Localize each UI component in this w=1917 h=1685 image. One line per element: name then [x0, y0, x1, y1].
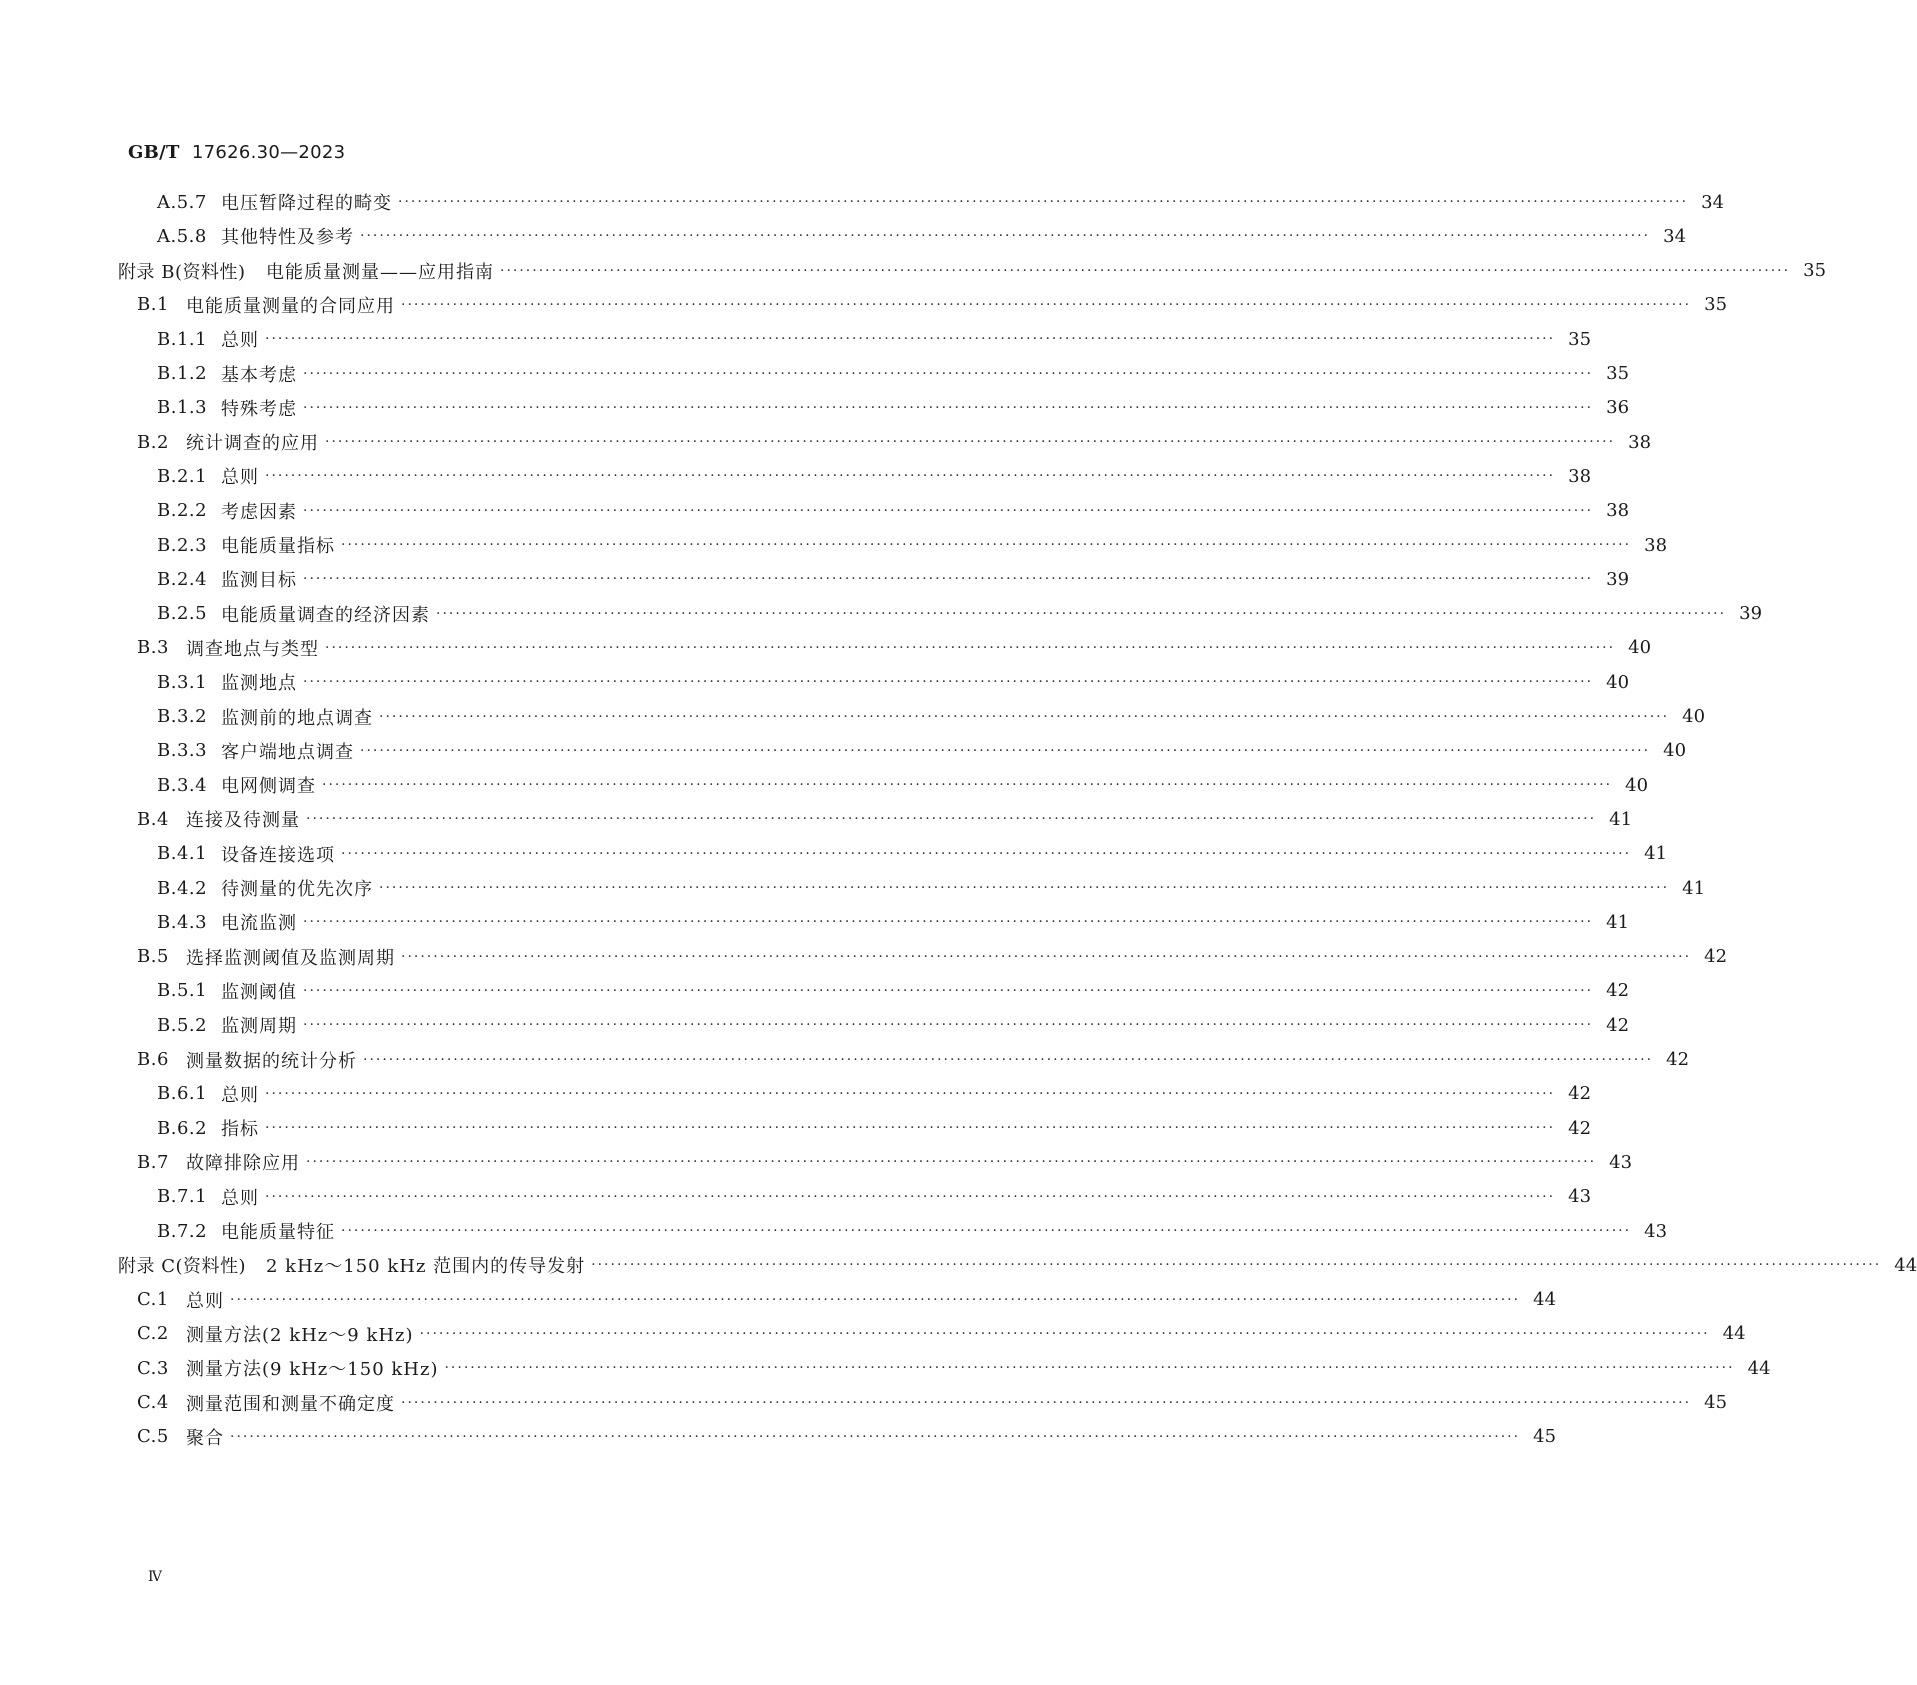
toc-entry-title: 聚合 — [186, 1427, 224, 1449]
toc-entry-page: 44 — [1747, 1357, 1771, 1379]
toc-entry[interactable] — [157, 909, 1630, 935]
toc-entry[interactable] — [137, 1149, 1633, 1175]
toc-entry-title: 电能质量测量的合同应用 — [186, 295, 395, 317]
toc-entry-page: 43 — [1644, 1220, 1668, 1242]
toc-entry-title: 监测地点 — [221, 673, 297, 695]
toc-entry-title: 电能质量调查的经济因素 — [221, 604, 430, 626]
toc-entry[interactable] — [137, 944, 1728, 970]
toc-entry-number: B.5 — [137, 946, 169, 968]
toc-entry-page: 39 — [1739, 603, 1763, 625]
dot-leader: ········································································································································································································ — [306, 811, 1597, 828]
dot-leader: ········································································································································································································ — [401, 296, 1692, 313]
toc-entry-title: 指标 — [221, 1119, 259, 1141]
toc-entry-title: 2 kHz～150 kHz 范围内的传导发射 — [266, 1256, 586, 1278]
toc-entry-page: 43 — [1568, 1186, 1592, 1208]
toc-entry-page: 42 — [1666, 1049, 1690, 1070]
toc-entry-page: 38 — [1606, 500, 1630, 522]
toc-entry-page: 41 — [1606, 911, 1630, 933]
dot-leader: ········································································································································································································ — [303, 914, 1594, 931]
toc-entry-number: B.6.2 — [157, 1117, 208, 1139]
toc-entry-title: 测量方法(2 kHz～9 kHz) — [186, 1324, 414, 1346]
dot-leader: ········································································································································································································ — [265, 1188, 1556, 1205]
toc-entry-page: 42 — [1606, 1014, 1630, 1036]
toc-entry-title: 故障排除应用 — [186, 1153, 300, 1175]
toc-entry-number: B.2.5 — [157, 603, 208, 625]
toc-entry[interactable] — [157, 1184, 1592, 1210]
standard-code: GB/T — [128, 142, 180, 163]
toc-entry-number: B.1.1 — [157, 328, 208, 350]
toc-entry[interactable] — [157, 704, 1706, 730]
toc-entry-page: 42 — [1606, 980, 1630, 1002]
toc-entry-number: B.2.1 — [157, 465, 208, 487]
toc-entry[interactable] — [157, 566, 1630, 592]
toc-entry-page: 35 — [1568, 328, 1592, 350]
toc-entry-number: C.3 — [137, 1357, 169, 1379]
toc-entry-page: 44 — [1722, 1323, 1746, 1345]
toc-entry-number: B.2.3 — [157, 534, 208, 556]
toc-entry[interactable] — [137, 1287, 1557, 1313]
toc-entry[interactable] — [157, 395, 1630, 421]
toc-entry-number: B.3.2 — [157, 706, 208, 727]
toc-entry[interactable] — [157, 361, 1630, 387]
toc-entry-number: B.2.2 — [157, 500, 208, 522]
dot-leader: ········································································································································································································ — [265, 1120, 1556, 1137]
toc-entry[interactable] — [157, 223, 1687, 249]
dot-leader: ········································································································································································································ — [591, 1257, 1882, 1274]
toc-entry-number: B.3.4 — [157, 774, 208, 796]
toc-entry[interactable] — [137, 806, 1633, 832]
toc-entry-page: 34 — [1663, 225, 1687, 247]
toc-entry-title: 电网侧调查 — [221, 776, 316, 798]
dot-leader: ········································································································································································································ — [360, 228, 1651, 245]
toc-entry-title: 监测周期 — [221, 1016, 297, 1038]
toc-entry-number: B.3.3 — [157, 740, 208, 762]
toc-entry[interactable] — [137, 1390, 1728, 1416]
toc-entry[interactable] — [157, 601, 1763, 627]
toc-entry[interactable] — [157, 738, 1687, 764]
toc-entry[interactable] — [137, 1321, 1746, 1347]
dot-leader: ········································································································································································································ — [360, 742, 1651, 759]
toc-entry-page: 35 — [1803, 260, 1827, 282]
toc-entry-page: 41 — [1609, 808, 1633, 830]
toc-entry-title: 调查地点与类型 — [186, 638, 319, 660]
toc-entry-number: B.4 — [137, 808, 169, 830]
dot-leader: ········································································································································································································ — [341, 845, 1632, 862]
toc-entry[interactable] — [157, 875, 1706, 901]
toc-entry-number: B.2 — [137, 431, 169, 453]
toc-entry-title: 选择监测阈值及监测周期 — [186, 947, 395, 969]
dot-leader: ········································································································································································································ — [230, 1291, 1521, 1308]
toc-entry-title: 监测阈值 — [221, 981, 297, 1003]
toc-entry[interactable] — [157, 978, 1630, 1004]
dot-leader: ········································································································································································································ — [303, 674, 1594, 691]
document-header — [128, 142, 345, 163]
dot-leader: ········································································································································································································ — [303, 1017, 1594, 1034]
dot-leader: ········································································································································································································ — [230, 1428, 1521, 1445]
toc-entry[interactable] — [118, 258, 1827, 284]
toc-entry-title: 电能质量测量——应用指南 — [266, 261, 494, 283]
toc-entry-number: C.2 — [137, 1323, 169, 1345]
toc-entry-title: 总则 — [221, 330, 259, 352]
toc-entry[interactable] — [157, 463, 1592, 489]
toc-entry-number: B.3.1 — [157, 671, 208, 693]
toc-entry-number: C.5 — [137, 1426, 169, 1448]
toc-entry-page: 45 — [1704, 1392, 1728, 1413]
dot-leader: ········································································································································································································ — [265, 468, 1556, 485]
toc-entry[interactable] — [157, 669, 1630, 695]
toc-entry-page: 40 — [1682, 706, 1706, 727]
toc-entry-number: A.5.7 — [157, 191, 207, 213]
dot-leader: ········································································································································································································ — [325, 434, 1616, 451]
toc-entry-page: 35 — [1606, 363, 1630, 384]
dot-leader: ········································································································································································································ — [379, 880, 1670, 896]
toc-entry-number: B.6.1 — [157, 1083, 208, 1105]
toc-entry[interactable] — [118, 1252, 1917, 1278]
toc-entry-number: B.2.4 — [157, 568, 208, 590]
toc-entry[interactable] — [157, 498, 1630, 524]
toc-entry-number: 附录 C(资料性) — [118, 1256, 247, 1278]
dot-leader: ········································································································································································································ — [303, 571, 1594, 588]
toc-entry-page: 38 — [1628, 431, 1652, 453]
toc-entry-title: 电压暂降过程的畸变 — [221, 193, 392, 214]
toc-entry[interactable] — [137, 1355, 1771, 1381]
toc-entry-number: B.6 — [137, 1049, 169, 1070]
toc-entry-title: 测量数据的统计分析 — [186, 1050, 357, 1072]
toc-entry-page: 42 — [1568, 1083, 1592, 1105]
toc-entry-title: 电能质量特征 — [221, 1222, 335, 1243]
toc-entry-number: C.1 — [137, 1289, 169, 1311]
dot-leader: ········································································································································································································ — [419, 1325, 1710, 1342]
dot-leader: ········································································································································································································ — [303, 365, 1594, 382]
toc-entry-title: 基本考虑 — [221, 364, 297, 386]
toc-entry-number: 附录 B(资料性) — [118, 261, 246, 283]
toc-entry-title: 测量方法(9 kHz～150 kHz) — [186, 1359, 439, 1381]
toc-entry-title: 设备连接选项 — [221, 844, 335, 866]
toc-entry-page: 40 — [1628, 637, 1652, 659]
toc-entry-title: 待测量的优先次序 — [221, 879, 373, 900]
toc-entry-title: 测量范围和测量不确定度 — [186, 1393, 395, 1415]
toc-entry-number: B.5.2 — [157, 1014, 208, 1036]
toc-entry-title: 其他特性及参考 — [221, 227, 354, 249]
toc-entry[interactable] — [157, 326, 1592, 352]
toc-entry-title: 总则 — [221, 467, 259, 489]
dot-leader: ········································································································································································································ — [444, 1360, 1735, 1377]
dot-leader: ········································································································································································································ — [398, 194, 1689, 210]
toc-entry-page: 35 — [1704, 294, 1728, 316]
toc-entry-page: 40 — [1606, 671, 1630, 693]
toc-entry-page: 42 — [1704, 946, 1728, 968]
toc-entry[interactable] — [157, 1115, 1592, 1141]
dot-leader: ········································································································································································································ — [325, 639, 1616, 656]
toc-entry-page: 39 — [1606, 568, 1630, 590]
toc-entry-page: 41 — [1682, 877, 1706, 899]
dot-leader: ········································································································································································································ — [341, 1223, 1632, 1239]
toc-entry[interactable] — [137, 1047, 1690, 1073]
toc-entry[interactable] — [137, 635, 1652, 661]
toc-entry-title: 电流监测 — [221, 913, 297, 935]
standard-number: 17626.30—2023 — [191, 142, 346, 163]
toc-entry-title: 监测目标 — [221, 570, 297, 592]
toc-entry-number: C.4 — [137, 1392, 169, 1413]
toc-entry-number: B.7.1 — [157, 1186, 208, 1208]
toc-entry[interactable] — [157, 1012, 1630, 1038]
dot-leader: ········································································································································································································ — [265, 331, 1556, 348]
toc-entry-page: 41 — [1644, 843, 1668, 865]
dot-leader: ········································································································································································································ — [303, 502, 1594, 519]
toc-entry[interactable] — [157, 189, 1725, 215]
toc-entry[interactable] — [157, 1081, 1592, 1107]
dot-leader: ········································································································································································································ — [401, 948, 1692, 965]
dot-leader: ········································································································································································································ — [341, 537, 1632, 553]
toc-entry[interactable] — [157, 1218, 1668, 1244]
toc-entry-title: 连接及待测量 — [186, 810, 300, 832]
dot-leader: ········································································································································································································ — [500, 262, 1791, 279]
toc-entry-number: B.4.1 — [157, 843, 208, 865]
toc-entry-number: B.7.2 — [157, 1220, 208, 1242]
toc-entry-page: 44 — [1894, 1254, 1917, 1276]
dot-leader: ········································································································································································································ — [265, 1085, 1556, 1102]
toc-entry-number: B.1 — [137, 294, 169, 316]
toc-entry-title: 考虑因素 — [221, 501, 297, 523]
toc-entry-number: B.4.3 — [157, 911, 208, 933]
toc-entry-title: 客户端地点调查 — [221, 741, 354, 763]
dot-leader: ········································································································································································································ — [379, 708, 1670, 725]
page-number-footer: Ⅳ — [148, 1569, 162, 1585]
toc-entry-page: 43 — [1609, 1151, 1633, 1173]
toc-entry[interactable] — [137, 292, 1728, 318]
toc-entry[interactable] — [137, 429, 1652, 455]
toc-entry-page: 38 — [1644, 534, 1668, 556]
toc-entry-number: B.4.2 — [157, 877, 208, 899]
toc-entry-title: 总则 — [186, 1290, 224, 1312]
toc-entry-title: 特殊考虑 — [221, 398, 297, 420]
toc-entry-title: 电能质量指标 — [221, 536, 335, 557]
dot-leader: ········································································································································································································ — [322, 777, 1613, 794]
toc-entry-page: 40 — [1625, 774, 1649, 796]
toc-entry-page: 40 — [1663, 740, 1687, 762]
dot-leader: ········································································································································································································ — [303, 982, 1594, 999]
toc-entry-number: B.1.3 — [157, 397, 208, 419]
toc-entry-number: B.3 — [137, 637, 169, 659]
toc-entry[interactable] — [137, 1424, 1557, 1450]
dot-leader: ········································································································································································································ — [363, 1051, 1654, 1068]
toc-entry[interactable] — [157, 532, 1668, 558]
toc-entry-title: 统计调查的应用 — [186, 433, 319, 455]
toc-entry-title: 总则 — [221, 1084, 259, 1106]
toc-entry-page: 34 — [1701, 191, 1725, 213]
dot-leader: ········································································································································································································ — [306, 1154, 1597, 1171]
toc-entry-number: A.5.8 — [157, 225, 207, 247]
dot-leader: ········································································································································································································ — [401, 1394, 1692, 1411]
toc-entry-page: 44 — [1533, 1289, 1557, 1311]
toc-entry-number: B.1.2 — [157, 363, 208, 384]
toc-entry[interactable] — [157, 772, 1649, 798]
dot-leader: ········································································································································································································ — [436, 605, 1727, 622]
toc-entry-title: 总则 — [221, 1187, 259, 1209]
toc-entry-title: 监测前的地点调查 — [221, 707, 373, 729]
toc-entry-page: 45 — [1533, 1426, 1557, 1448]
toc-entry[interactable] — [157, 841, 1668, 867]
toc-entry-number: B.5.1 — [157, 980, 208, 1002]
toc-entry-page: 36 — [1606, 397, 1630, 419]
dot-leader: ········································································································································································································ — [303, 399, 1594, 416]
toc-entry-page: 38 — [1568, 465, 1592, 487]
toc-entry-page: 42 — [1568, 1117, 1592, 1139]
toc-entry-number: B.7 — [137, 1151, 169, 1173]
